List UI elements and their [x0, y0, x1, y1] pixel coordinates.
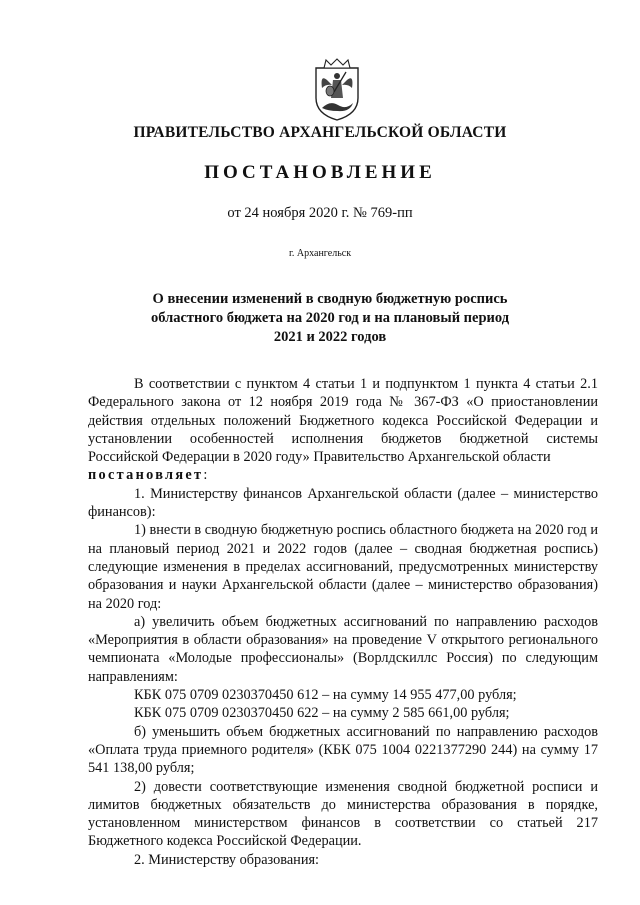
document-body: [88, 375, 598, 869]
clause-1-1-b: б) уменьшить объем бюджетных ассигнований по направлению расходов «Оплата труда приемного родителя» (КБК 075 1004 0221377290 244) на сумму 17 541 138,00 рубля;: [88, 723, 598, 777]
kbk-line: КБК 075 0709 0230370450 622 – на сумму 2 585 661,00 рубля;: [134, 705, 510, 722]
subject-line: 2021 и 2022 годов: [273, 329, 387, 345]
preamble-text: В соответствии с пунктом 4 статьи 1 и подпунктом 1 пункта 4 статьи 2.1 Федерального закона от 12 ноября 2019 года № 367-ФЗ «О приостановлении действия отдельных положений Бюджетного кодекса Российской Федерации и установлении особенностей исполнения бюджетов бюджетной системы Российской Федерации в 2020 году» Правительство Архангельской области: [88, 376, 598, 466]
document-subject: [120, 290, 540, 347]
clause-1-1-a: а) увеличить объем бюджетных ассигнований по направлению расходов «Мероприятия в области образования» на проведение V открытого регионального чемпионата «Молодые профессионалы» (Ворлдскиллс Россия) по следующим направлениям:: [88, 613, 598, 685]
subject-line: О внесении изменений в сводную бюджетную роспись: [152, 291, 508, 307]
subject-line: областного бюджета на 2020 год и на плановый период: [150, 310, 510, 326]
decree-word: постановляет: [88, 467, 204, 484]
clause-1-2: 2) довести соответствующие изменения сводной бюджетной росписи и лимитов бюджетных обязательств до министерства образования в порядке, установленном министерством финансов в соответствии со статьей 217 Бюджетного кодекса Российской Федерации.: [88, 778, 598, 850]
preamble-paragraph: В соответствии с пунктом 4 статьи 1 и подпунктом 1 пункта 4 статьи 2.1 Федерального закона от 12 ноября 2019 года № 367-ФЗ «О приостановлении действия отдельных положений Бюджетного кодекса Российской Федерации и установлении особенностей исполнения бюджетов бюджетной системы Российской Федерации в 2020 году» Правительство Архангельской области постановляет:: [88, 376, 598, 484]
date-and-number: от 24 ноября 2020 г. № 769-пп: [227, 205, 413, 221]
city: г. Архангельск: [288, 248, 352, 259]
coat-of-arms-icon: [310, 58, 364, 122]
clause-1-1: 1) внести в сводную бюджетную роспись областного бюджета на 2020 год и на плановый период 2021 и 2022 годов (далее – сводная бюджетная роспись) следующие изменения в пределах ассигнований, предусмотренных министерству образования и науки Архангельской области (далее – министерство образования) на 2020 год:: [88, 522, 598, 612]
kbk-line: КБК 075 0709 0230370450 612 – на сумму 14 955 477,00 рубля;: [134, 687, 517, 704]
government-name: ПРАВИТЕЛЬСТВО АРХАНГЕЛЬСКОЙ ОБЛАСТИ: [133, 124, 507, 141]
clause-2: 2. Министерству образования:: [134, 851, 320, 868]
clause-1: 1. Министерству финансов Архангельской области (далее – министерство финансов):: [88, 485, 598, 521]
document-type: ПОСТАНОВЛЕНИЕ: [204, 162, 436, 183]
